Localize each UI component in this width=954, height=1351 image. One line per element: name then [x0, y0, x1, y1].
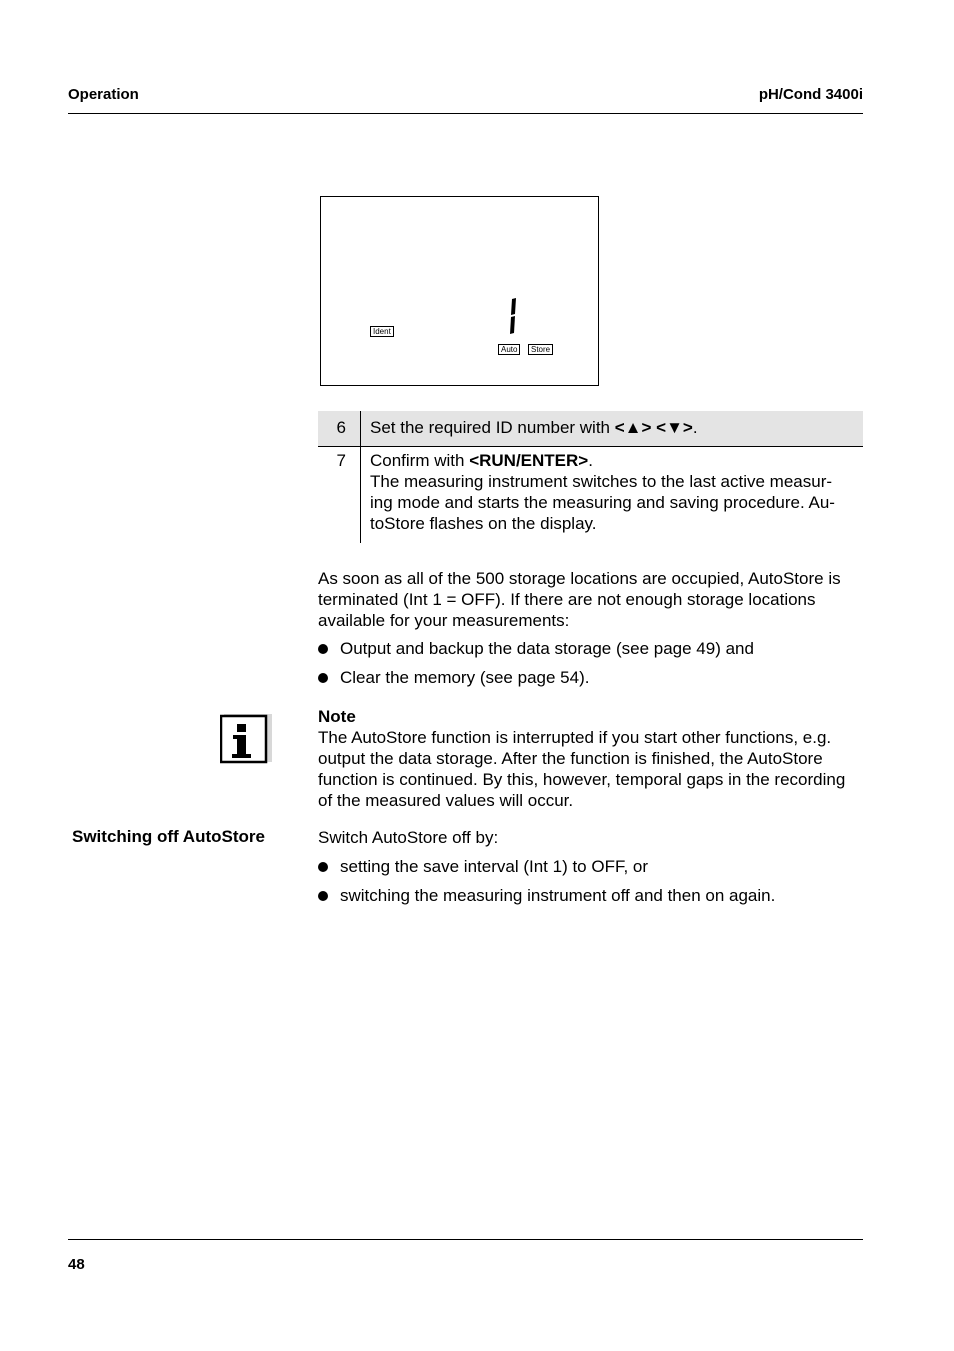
list-item: [318, 885, 775, 906]
list-item-text: setting the save interval (Int 1) to OFF, or: [340, 857, 649, 876]
step-text: [361, 411, 863, 446]
step-text-suffix: .: [588, 451, 593, 470]
step-table: [318, 411, 863, 543]
step-row: [318, 447, 863, 543]
key-names: <RUN/ENTER>: [469, 451, 589, 470]
step-number: 7: [318, 447, 361, 543]
paragraph-line: terminated (Int 1 = OFF). If there are not enough storage locations: [318, 590, 816, 609]
paragraph-line: As soon as all of the 500 storage locations are occupied, AutoStore is: [318, 569, 841, 588]
step-number: 6: [318, 411, 361, 446]
list-item: [318, 638, 754, 659]
paragraph-line: available for your measurements:: [318, 611, 570, 630]
step-text-prefix: Confirm with: [370, 451, 470, 470]
storage-paragraph: [318, 568, 841, 631]
info-icon: [220, 712, 272, 764]
note-block: [318, 706, 845, 811]
note-line: function is continued. By this, however, temporal gaps in the recording: [318, 770, 846, 789]
header-product-name: pH/Cond 3400i: [758, 86, 863, 103]
list-item-text: Output and backup the data storage (see page 49) and: [340, 639, 754, 658]
header-section-title: Operation: [68, 86, 139, 103]
header-rule: [68, 113, 863, 114]
note-line: output the data storage. After the function is finished, the AutoStore: [318, 749, 823, 768]
bullet-icon: [318, 644, 328, 654]
list-item: [318, 856, 648, 877]
page-number: 48: [68, 1256, 85, 1273]
step-text: [361, 447, 863, 543]
lcd-digit-one: [508, 298, 518, 334]
lcd-display-figure: [320, 196, 599, 386]
step-row: [318, 411, 863, 447]
step-text-line: [370, 450, 863, 471]
section-heading: Switching off AutoStore: [72, 827, 265, 846]
note-title: Note: [318, 707, 356, 726]
key-names: <▲> <▼>: [614, 418, 693, 437]
step-text-line: toStore flashes on the display.: [370, 514, 597, 533]
step-text-prefix: Set the required ID number with: [370, 418, 615, 437]
lcd-store-tag: Store: [528, 344, 553, 355]
lcd-ident-tag: Ident: [370, 326, 394, 337]
list-item-text: Clear the memory (see page 54).: [340, 668, 590, 687]
step-text-suffix: .: [692, 418, 698, 437]
step-text-line: ing mode and starts the measuring and saving procedure. Au-: [370, 493, 835, 512]
footer-rule: [68, 1239, 863, 1240]
list-item-text: switching the measuring instrument off and then on again.: [340, 886, 776, 905]
note-line: of the measured values will occur.: [318, 791, 574, 810]
bullet-icon: [318, 862, 328, 872]
switch-off-intro: Switch AutoStore off by:: [318, 828, 499, 847]
lcd-auto-tag: Auto: [498, 344, 520, 355]
bullet-icon: [318, 891, 328, 901]
list-item: [318, 667, 589, 688]
bullet-icon: [318, 673, 328, 683]
note-line: The AutoStore function is interrupted if you start other functions, e.g.: [318, 728, 832, 747]
step-text-line: The measuring instrument switches to the last active measur-: [370, 472, 833, 491]
